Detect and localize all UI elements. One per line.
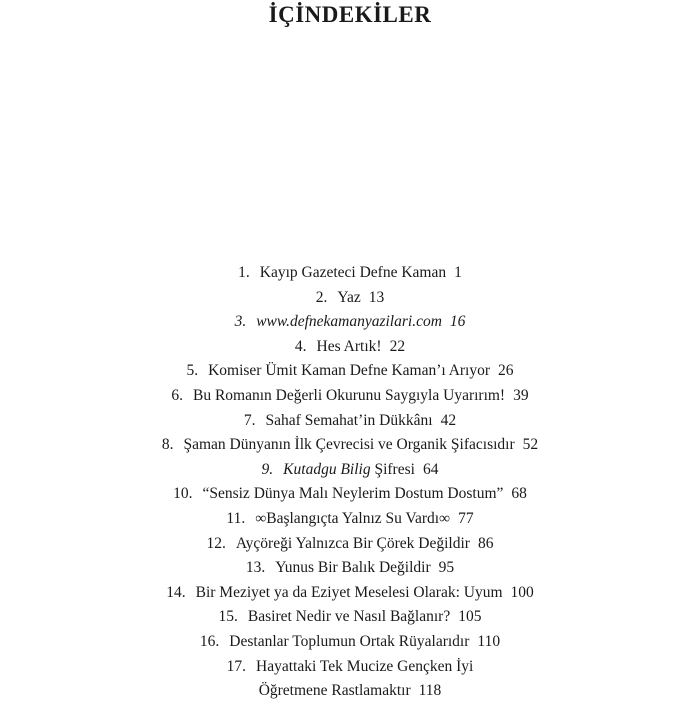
toc-entry-title: Ayçöreği Yalnızca Bir Çörek Değildir <box>235 534 470 552</box>
toc-entry-title: Kutadgu Bilig <box>283 460 371 478</box>
toc-entry-number: 5. <box>186 362 199 380</box>
toc-entry-number: 14. <box>166 583 186 601</box>
toc-entry-number: 8. <box>161 436 174 454</box>
toc-entry <box>0 507 700 532</box>
toc-entry-number: 6. <box>171 386 183 404</box>
toc-entry-page-number: 26 <box>498 362 514 380</box>
toc-entry-page-number: 22 <box>389 337 406 355</box>
toc-entry-title: Basiret Nedir ve Nasıl Bağlanır? <box>247 608 451 626</box>
toc-entry-title: Yunus Bir Balık Değildir <box>275 559 431 577</box>
toc-entry-title: Yaz <box>337 288 361 306</box>
toc-entry-page-number: 118 <box>418 682 442 700</box>
toc-entry <box>0 261 700 286</box>
toc-entry-page-number: 1 <box>454 264 462 281</box>
toc-entry-page-number: 86 <box>477 534 494 552</box>
toc-entry <box>0 581 700 606</box>
toc-entry-page-number: 77 <box>458 509 474 527</box>
toc-entry-title: www.defnekamanyazilari.com <box>256 313 442 331</box>
toc-entry <box>0 409 700 434</box>
toc-entry-number: 17. <box>226 657 247 675</box>
toc-entry <box>0 310 700 335</box>
toc-entry-page-number: 100 <box>510 583 534 601</box>
toc-entry <box>0 556 700 581</box>
toc-entry-title: Şifresi <box>370 460 415 478</box>
toc-entry-page-number: 105 <box>458 608 482 626</box>
toc-entry-number: 7. <box>243 411 256 429</box>
toc-entry-page-number: 52 <box>522 436 539 454</box>
toc-entry <box>0 335 700 360</box>
toc-entry-number: 11. <box>226 509 246 527</box>
toc-entry-number: 1. <box>238 264 250 281</box>
toc-entry <box>0 433 700 458</box>
toc-entry-title: Destanlar Toplumun Ortak Rüyalarıdır <box>229 632 470 650</box>
toc-entry-title: “Sensiz Dünya Malı Neylerim Dostum Dostum” <box>202 485 504 503</box>
toc-entry-page-number: 64 <box>422 460 439 478</box>
toc-entry-title: Şaman Dünyanın İlk Çevrecisi ve Organik Şifacısıdır <box>183 436 515 454</box>
toc-entry-number: 12. <box>206 534 226 552</box>
toc-entry-title: Bu Romanın Değerli Okurunu Saygıyla Uyarırım! <box>193 386 506 404</box>
toc-entry <box>0 359 700 384</box>
toc-entry <box>0 655 700 680</box>
toc-entry-title: ∞Başlangıçta Yalnız Su Vardı∞ <box>255 509 451 527</box>
toc-entry-number: 3. <box>234 313 247 331</box>
toc-entry-number: 2. <box>315 288 328 306</box>
toc-entry-page-number: 16 <box>449 313 466 331</box>
toc-entry-title: Sahaf Semahat’in Dükkânı <box>265 411 433 429</box>
toc-entry-number: 4. <box>294 337 307 355</box>
toc-entry <box>0 482 700 507</box>
toc-entry-title: Hayattaki Tek Mucize Gençken İyi <box>256 657 474 675</box>
toc-entry-page-number: 13 <box>368 288 385 306</box>
page-title: İÇİNDEKİLER <box>268 2 432 27</box>
toc-entry-title: Bir Meziyet ya da Eziyet Meselesi Olarak: Uyum <box>195 583 503 601</box>
toc-entry-number: 9. <box>261 460 274 478</box>
table-of-contents <box>0 261 700 704</box>
toc-entry-number: 10. <box>173 485 193 503</box>
toc-entry-title: Kayıp Gazeteci Defne Kaman <box>259 264 447 281</box>
toc-entry <box>0 384 700 409</box>
toc-entry-page-number: 42 <box>440 411 457 429</box>
toc-entry <box>0 605 700 630</box>
toc-entry <box>0 286 700 311</box>
toc-entry-page-number: 95 <box>438 559 455 577</box>
toc-entry-title: Komiser Ümit Kaman Defne Kaman’ı Arıyor <box>208 362 491 380</box>
toc-entry <box>0 630 700 655</box>
toc-entry-number: 13. <box>245 559 266 577</box>
toc-entry-number: 16. <box>199 632 220 650</box>
toc-entry-page-number: 39 <box>513 386 529 404</box>
toc-entry-title: Öğretmene Rastlamaktır <box>258 682 411 700</box>
toc-entry-title: Hes Artık! <box>316 337 382 355</box>
toc-entry-page-number: 110 <box>477 632 501 650</box>
toc-entry <box>0 532 700 557</box>
toc-entry <box>0 458 700 483</box>
toc-entry-number: 15. <box>218 608 238 626</box>
toc-entry-page-number: 68 <box>511 485 527 503</box>
